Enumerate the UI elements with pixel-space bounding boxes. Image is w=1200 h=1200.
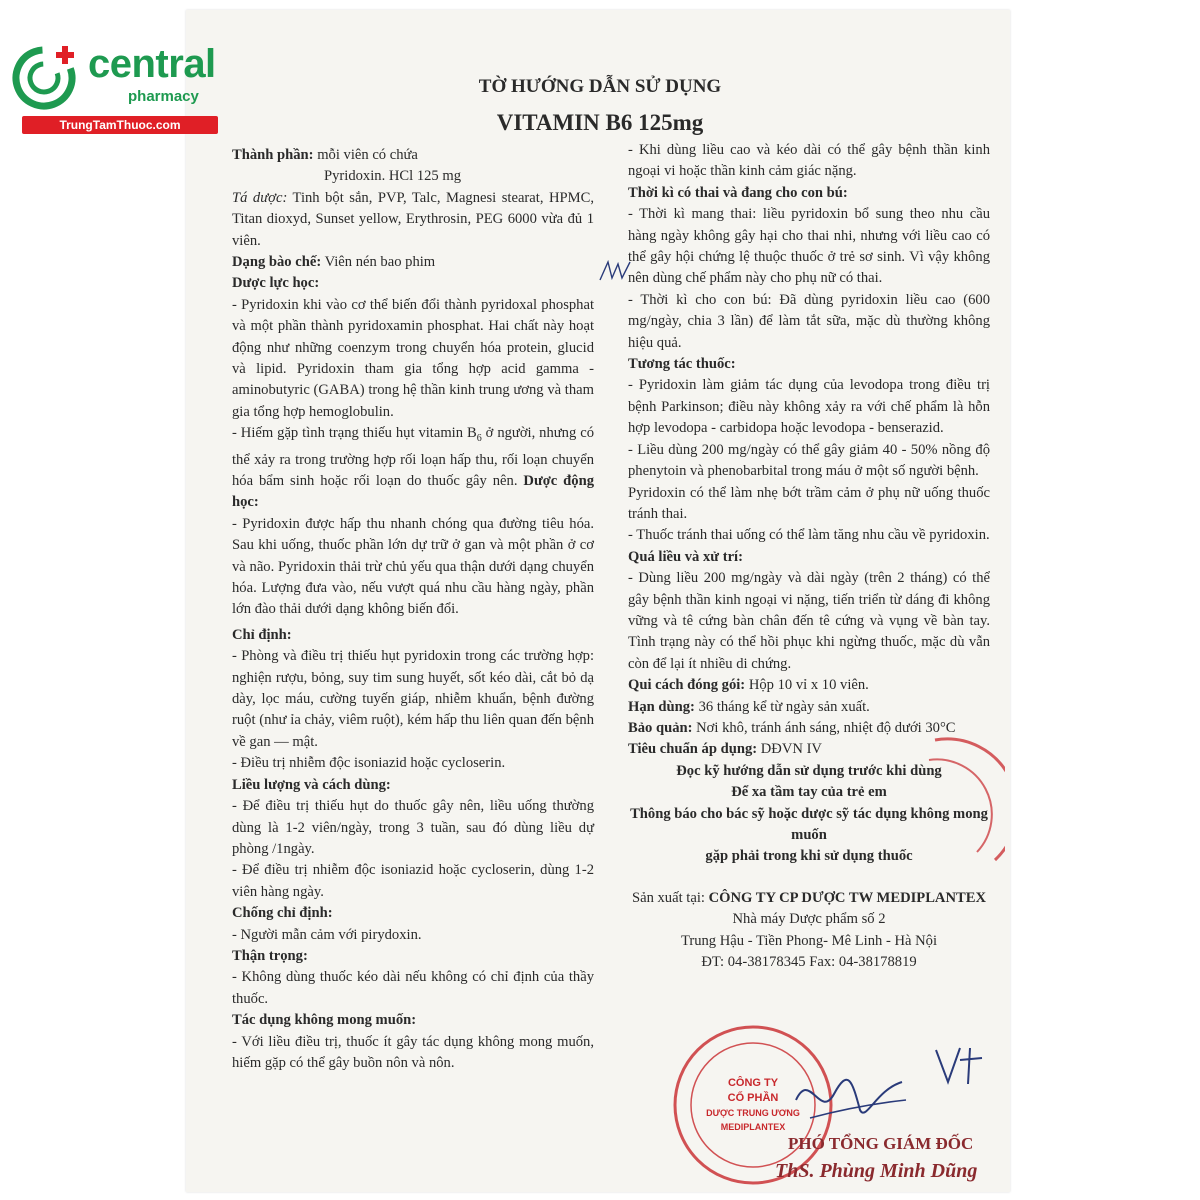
warning-4: gặp phải trong khi sử dụng thuốc [705,848,913,865]
pyridoxin-line: Pyridoxin. HCl 125 mg [324,168,462,185]
duoc-luc-hoc-p2-sub: 6 [476,433,482,445]
tuong-tac-p4: - Thuốc tránh thai uống có thể làm tăng nhu cầu về pyridoxin. [628,527,990,544]
margin-initial [596,256,636,286]
ta-duoc-text: Tinh bột sắn, PVP, Talc, Magnesi stearat, HPMC, Titan dioxyd, Sunset yellow, Erythrosin, PEG 6000 vừa đủ 1 viên. [232,189,594,249]
dang-bao-che-text: Viên nén bao phim [321,254,436,271]
qua-lieu-p: - Dùng liều 200 mg/ngày và dài ngày (trên 2 tháng) có thể gây bệnh thần kinh ngoại vi nặng, tiến triển từ dáng đi không vững và tê cứng bàn chân đến tê cứng và vụng về bàn tay. Tình trạng này có thể hồi phục khi ngừng thuốc, mặc dù vẫn còn để lại ít nhiều di chứng. [628,570,990,672]
logo-sub: pharmacy [128,88,199,105]
than-trong-heading: Thận trọng: [232,947,308,964]
thai-p2: - Thời kì cho con bú: Đã dùng pyridoxin liều cao (600 mg/ngày, chia 3 lần) để làm tắt sữa, mặc dù thường không hiệu quả. [628,291,990,351]
central-pharmacy-logo[interactable] [10,36,220,136]
signer-name: ThS. Phùng Minh Dũng [775,1160,978,1182]
tuong-tac-p1: - Pyridoxin làm giảm tác dụng của levodopa trong điều trị bệnh Parkinson; điều này không xảy ra với chế phẩm là hỗn hợp levodopa - carbidopa hoặc levodopa - benserazid. [628,377,990,437]
duoc-dong-hoc-heading: Dược động học: [232,473,594,511]
central-logo-icon [10,40,82,112]
qua-lieu-heading: Quá liều và xử trí: [628,548,743,565]
chong-chi-dinh-p: - Người mẫn cảm với pirydoxin. [232,926,422,943]
san-xuat-label: Sản xuất tại: [631,889,709,906]
initial-signature [930,1040,990,1090]
doc-title: TỜ HƯỚNG DẪN SỬ DỤNG [478,76,722,97]
duoc-luc-hoc-p2a: - Hiếm gặp tình trạng thiếu hụt vitamin B [232,425,477,442]
than-trong-p: - Không dùng thuốc kéo dài nếu không có chỉ định của thầy thuốc. [232,969,594,1007]
thanh-phan-text: mỗi viên có chứa [313,147,418,163]
partial-stamp-top [915,730,1005,870]
thai-p1: - Thời kì mang thai: liều pyridoxin bổ sung theo nhu cầu hàng ngày không gây hại cho thai nhi, nhưng với liều cao có thể gây hội chứng lệ thuộc thuốc ở trẻ sơ sinh. Vì vậy không nên dùng chế phẩm này cho phụ nữ có thai. [628,206,990,287]
signer-title: PHÓ TỔNG GIÁM ĐỐC [788,1134,974,1153]
left-column [232,145,594,1074]
tieu-chuan-text: DĐVN IV [757,741,822,758]
address-line: Trung Hậu - Tiền Phong- Mê Linh - Hà Nội [680,932,938,949]
logo-site: TrungTamThuoc.com [22,116,218,134]
tieu-chuan-label: Tiêu chuẩn áp dụng: [628,741,758,758]
thanh-phan-label: Thành phần: [232,147,314,163]
chi-dinh-p2: - Điều trị nhiễm độc isoniazid hoặc cycloserin. [232,755,506,772]
han-dung-text: 36 tháng kể từ ngày sản xuất. [694,698,870,715]
tac-dung-khong-mong-muon-p: - Với liều điều trị, thuốc ít gây tác dụng không mong muốn, hiếm gặp có thể gây buồn nôn và nôn. [232,1033,594,1071]
right-p0: - Khi dùng liều cao và kéo dài có thể gây bệnh thần kinh ngoại vi hoặc thần kinh cảm giác nặng. [628,142,990,180]
phone-line: ĐT: 04-38178345 Fax: 04-38178819 [701,954,917,971]
tuong-tac-p3: Pyridoxin có thể làm nhẹ bớt trầm cảm ở phụ nữ uống thuốc tránh thai. [628,484,990,522]
duoc-dong-hoc-p: - Pyridoxin được hấp thu nhanh chóng qua đường tiêu hóa. Sau khi uống, thuốc phần lớn dự trữ ở gan và một phần ở cơ và não. Pyridoxin thải trừ chủ yếu qua thận dưới dạng chuyển hóa. Lượng đưa vào, nếu vượt quá nhu cầu hàng ngày, phần lớn đào thải dưới dạng không biến đổi. [232,515,594,618]
qui-cach-text: Hộp 10 vỉ x 10 viên. [745,677,869,694]
warning-3: Thông báo cho bác sỹ hoặc dược sỹ tác dụng không mong muốn [630,805,988,843]
director-signature [790,1060,910,1140]
warning-1: Đọc kỹ hướng dẫn sử dụng trước khi dùng [676,762,942,779]
warning-2: Để xa tầm tay của trẻ em [731,784,887,801]
qui-cach-label: Qui cách đóng gói: [628,677,746,694]
tuong-tac-heading: Tương tác thuốc: [628,356,736,373]
tac-dung-khong-mong-muon-heading: Tác dụng không mong muốn: [232,1012,417,1029]
factory-line: Nhà máy Dược phẩm số 2 [732,911,886,928]
ta-duoc-label: Tá dược: [232,189,288,206]
lieu-luong-p1: - Để điều trị thiếu hụt do thuốc gây nên, liều uống thường dùng là 1-2 viên/ngày, trong 3 tuần, sau đó dùng liều dự phòng /1ngày. [232,798,594,857]
stamp-line-3: DƯỢC TRUNG ƯƠNG [706,1108,800,1118]
doc-product-name: VITAMIN B6 125mg [496,110,704,135]
bao-quan-label: Bảo quản: [628,719,693,736]
stamp-line-4: MEDIPLANTEX [720,1122,786,1132]
logo-brand: central [88,42,216,86]
lieu-luong-heading: Liều lượng và cách dùng: [232,776,391,793]
manufacturer-name: CÔNG TY CP DƯỢC TW MEDIPLANTEX [708,889,987,906]
stamp-line-1: CÔNG TY [727,1077,779,1089]
dang-bao-che-label: Dạng bào chế: [232,254,322,271]
duoc-luc-hoc-p1: - Pyridoxin khi vào cơ thể biến đổi thành pyridoxal phosphat và một phần thành pyridoxamin phosphat. Hai chất này hoạt động như những coenzym trong chuyển hóa protein, glucid và lipid. Pyridoxin tham gia tổng hợp acid gamma - aminobutyric (GABA) trong hệ thần kinh trung ương và tham gia tổng hợp hemoglobulin. [232,296,594,420]
bao-quan-text: Nơi khô, tránh ánh sáng, nhiệt độ dưới 30°C [692,719,956,736]
tuong-tac-p2: - Liều dùng 200 mg/ngày có thể gây giảm 40 - 50% nồng độ phenytoin và phenobarbital trong máu ở một số người bệnh. [628,441,990,480]
chi-dinh-heading: Chỉ định: [232,626,292,643]
lieu-luong-p2: - Để điều trị nhiễm độc isoniazid hoặc cycloserin, dùng 1-2 viên hàng ngày. [232,862,594,900]
duoc-luc-hoc-heading: Dược lực học: [232,275,320,292]
stamp-line-2: CỔ PHẦN [727,1092,779,1104]
han-dung-label: Hạn dùng: [628,698,695,715]
thai-heading: Thời kì có thai và đang cho con bú: [628,184,848,201]
duoc-luc-hoc-p2b: ở người, nhưng có thể xảy ra trong trường hợp rối loạn hấp thu, rối loạn chuyển hóa bẩm sinh hoặc rối loạn do thuốc gây nên. [232,425,594,489]
chong-chi-dinh-heading: Chống chỉ định: [232,905,333,922]
chi-dinh-p1: - Phòng và điều trị thiếu hụt pyridoxin trong các trường hợp: nghiện rượu, bỏng, suy tim sung huyết, sốt kéo dài, cắt bỏ dạ dày, lọc máu, cường tuyến giáp, nhiễm khuẩn, bệnh đường ruột (như ỉa chảy, viêm ruột), kém hấp thu liên quan đến bệnh về gan — mật. [232,648,594,750]
